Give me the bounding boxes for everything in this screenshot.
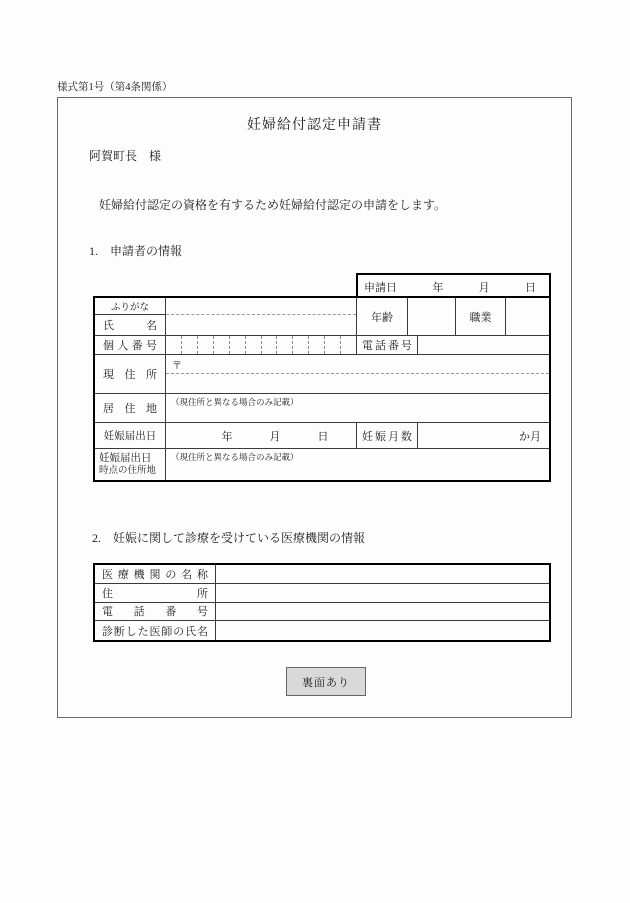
personal-number-digit-cell — [198, 336, 214, 354]
age-occupation-group — [356, 298, 549, 336]
pregnancy-months-group — [356, 423, 549, 449]
current-address-field — [166, 355, 549, 394]
personal-number-digit-cell — [182, 336, 198, 354]
residence-field — [166, 394, 549, 423]
notification-date-field — [166, 423, 356, 449]
doctor-name-label: 診断した医師の氏名 — [95, 621, 216, 640]
institution-address-field — [216, 584, 549, 603]
postal-code-area — [166, 355, 549, 374]
form-border-box — [57, 97, 572, 718]
page-title: 妊婦給付認定申請書 — [247, 118, 382, 133]
furigana-label: ふりがな — [95, 298, 166, 315]
personal-number-digit-cell — [325, 336, 341, 354]
personal-number-digit-cell — [262, 336, 278, 354]
name-label: 氏名 — [95, 315, 166, 336]
notification-date-month-label: 月 — [269, 430, 281, 443]
institution-name-label: 医療機関の名称 — [95, 565, 216, 584]
residence-label: 居住地 — [95, 394, 166, 423]
pregnancy-months-field — [417, 423, 549, 448]
application-date-month-label: 月 — [478, 282, 490, 294]
phone-label: 電話番号 — [362, 340, 412, 352]
personal-number-digit-cell — [341, 336, 356, 354]
occupation-field — [505, 298, 549, 335]
notification-address-field — [166, 449, 549, 480]
institution-address-label: 住所 — [95, 584, 216, 603]
form-number: 様式第1号（第4条関係） — [57, 82, 173, 93]
phone-field — [417, 336, 549, 354]
age-field — [407, 298, 455, 335]
residence-note: （現住所と異なる場合のみ記載） — [171, 397, 299, 407]
application-date-day-label: 日 — [524, 282, 536, 294]
occupation-label: 職業 — [455, 298, 505, 335]
application-date-label: 申請日 — [364, 282, 397, 294]
personal-number-digit-cell — [293, 336, 309, 354]
notification-address-note: （現住所と異なる場合のみ記載） — [171, 452, 299, 462]
section1-heading: 1. 申請者の情報 — [89, 244, 183, 258]
phone-group — [356, 336, 549, 355]
back-side-note-box — [286, 667, 366, 696]
institution-phone-field — [216, 603, 549, 622]
application-date-year-label: 年 — [432, 282, 444, 294]
medical-institution-table — [93, 563, 551, 642]
personal-number-cells — [166, 336, 356, 355]
notification-address-label: 妊娠届出日 時点の住所地 — [95, 449, 166, 480]
pregnancy-months-unit: か月 — [519, 430, 541, 443]
personal-number-label: 個人番号 — [95, 336, 166, 355]
back-side-note: 裏面あり — [302, 676, 350, 689]
doctor-name-field — [216, 621, 549, 640]
applicant-table — [93, 296, 551, 482]
postal-mark: 〒 — [172, 361, 182, 372]
application-date-box — [356, 273, 551, 298]
pregnancy-months-label: 妊娠月数 — [362, 430, 412, 443]
addressee: 阿賀町長 様 — [89, 149, 162, 163]
personal-number-digit-cell — [214, 336, 230, 354]
institution-name-field — [216, 565, 549, 584]
personal-number-digit-cell — [166, 336, 182, 354]
section2-heading: 2. 妊娠に関して診療を受けている医療機関の情報 — [92, 531, 366, 545]
name-field — [166, 315, 356, 336]
age-label: 年齢 — [371, 311, 393, 324]
notification-date-day-label: 日 — [317, 430, 329, 443]
application-statement: 妊婦給付認定の資格を有するため妊婦給付認定の申請をします。 — [99, 198, 447, 212]
notification-date-year-label: 年 — [221, 430, 233, 443]
personal-number-digit-cell — [277, 336, 293, 354]
personal-number-digit-cell — [309, 336, 325, 354]
address-line-area — [166, 374, 549, 393]
personal-number-digit-cell — [230, 336, 246, 354]
personal-number-digit-cell — [246, 336, 262, 354]
notification-date-label: 妊娠届出日 — [95, 423, 166, 449]
institution-phone-label: 電話番号 — [95, 603, 216, 622]
furigana-field — [166, 298, 356, 315]
current-address-label: 現住所 — [95, 355, 166, 394]
